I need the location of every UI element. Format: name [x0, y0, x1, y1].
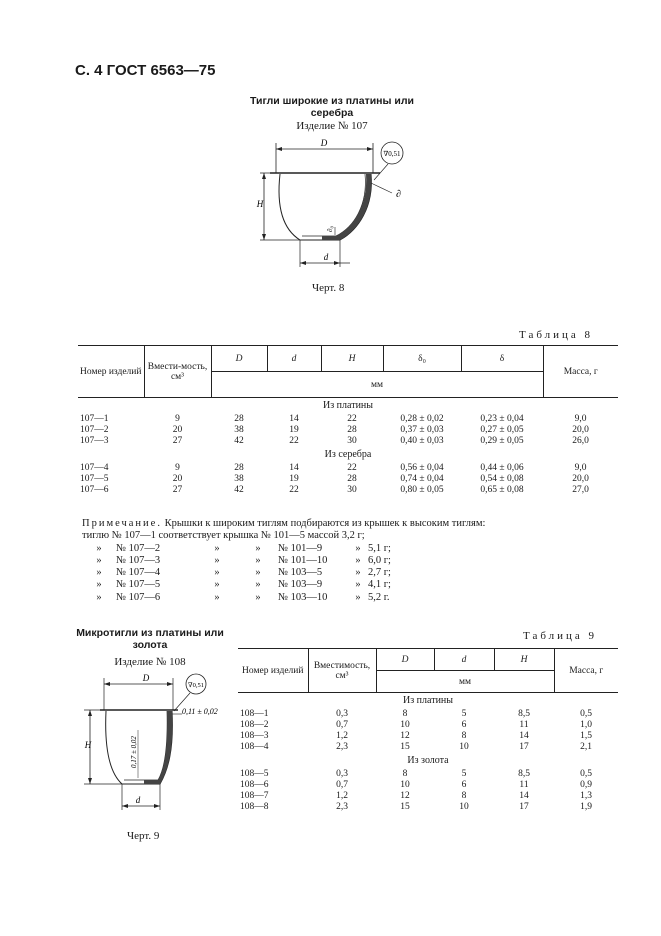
- table-row: [78, 414, 618, 425]
- table-row: [238, 769, 618, 780]
- table-cell-H: 22: [347, 463, 357, 473]
- crucible-108-title-line1: Микротигли из платины или: [76, 627, 224, 639]
- table-cell-num: 108—2: [240, 720, 269, 730]
- note-row-f: »: [355, 567, 361, 579]
- table-group-row: [238, 753, 618, 769]
- table-row: [238, 780, 618, 791]
- note-block: [82, 518, 485, 604]
- table-cell-D: 8: [402, 709, 408, 719]
- crucible-bottom-section: [322, 236, 340, 240]
- table-cell-D: 38: [234, 425, 244, 435]
- table-cell-mass: 20,0: [572, 425, 589, 435]
- table-cell-mass: 9,0: [574, 463, 587, 473]
- note-row-c: »: [214, 567, 220, 579]
- page-header: С. 4 ГОСТ 6563—75: [75, 62, 216, 79]
- table-cell-mass: 2,1: [580, 742, 592, 752]
- table-cell-D: 38: [234, 474, 244, 484]
- table-cell-dl: 0,54 ± 0,08: [480, 474, 524, 484]
- table-cell-cap: 27: [172, 485, 183, 495]
- arrow-D2-left: [104, 682, 110, 686]
- table-group-row: [78, 447, 618, 463]
- table-cell-d: 14: [289, 463, 299, 473]
- label-H-2: H: [84, 740, 92, 750]
- table-cell-cap: 0,7: [336, 720, 348, 730]
- table-cell-mass: 27,0: [572, 485, 589, 495]
- table-cell-H: 14: [519, 791, 529, 801]
- table-cell-num: 107—3: [80, 436, 109, 446]
- arrow-d-left: [300, 261, 306, 265]
- arrow-H2-bottom: [88, 778, 92, 784]
- roughness-label: ∇0,51: [383, 150, 401, 158]
- table-cell-mass: 0,9: [580, 780, 592, 790]
- table-cell-cap: 0,3: [336, 769, 348, 779]
- table-cell-H: 8,5: [518, 709, 530, 719]
- arrow-D-right: [367, 147, 373, 151]
- table-cell-cap: 1,2: [336, 731, 348, 741]
- crucible-107-title-line2: серебра: [310, 107, 354, 119]
- note-row-f: »: [355, 591, 361, 603]
- table-cell-D: 15: [400, 742, 410, 752]
- table-row: [78, 436, 618, 447]
- note-row-c: »: [214, 579, 220, 591]
- table-9-body: [238, 693, 618, 814]
- note-row-a: »: [96, 567, 102, 579]
- table-cell-d: 10: [459, 802, 469, 812]
- delta-leader: [371, 183, 392, 193]
- note-row: [82, 555, 485, 567]
- table-cell-H: 17: [519, 742, 529, 752]
- table-cell-num: 108—6: [240, 780, 269, 790]
- table-cell-d0: 0,74 ± 0,04: [400, 474, 444, 484]
- drawing-9-caption: Черт. 9: [127, 830, 160, 842]
- table-row: [238, 802, 618, 813]
- note-row-d: »: [255, 579, 261, 591]
- table-cell-d: 22: [289, 436, 299, 446]
- table-cell-mass: 1,0: [580, 720, 592, 730]
- note-row-g: 5,2 г.: [368, 591, 390, 603]
- table-cell-cap: 2,3: [336, 802, 348, 812]
- t8-header-number: Номер изделий: [78, 346, 144, 398]
- arrow-d-right: [334, 261, 340, 265]
- t8-header-delta0: δ₀: [383, 346, 461, 372]
- crucible-107-drawing: [240, 135, 420, 295]
- roughness-leader: [374, 164, 388, 180]
- note-row-d: »: [255, 567, 261, 579]
- note-row-d: »: [255, 542, 261, 554]
- table-cell-num: 107—4: [80, 463, 109, 473]
- table-8: [78, 345, 618, 496]
- table-cell-d0: 0,40 ± 0,03: [400, 436, 444, 446]
- table-cell-cap: 9: [175, 414, 180, 424]
- table-cell-num: 107—5: [80, 474, 109, 484]
- table-cell-D: 12: [400, 791, 410, 801]
- label-delta0: ∂₀: [326, 226, 334, 232]
- table-cell-num: 108—4: [240, 742, 269, 752]
- note-row: [82, 592, 485, 604]
- table-cell-d: 14: [289, 414, 299, 424]
- table-cell-H: 28: [347, 425, 357, 435]
- note-row-c: »: [214, 591, 220, 603]
- table-cell-d: 10: [459, 742, 469, 752]
- table-cell-d: 6: [461, 720, 467, 730]
- table-cell-dl: 0,65 ± 0,08: [480, 485, 524, 495]
- table-cell-d: 19: [289, 474, 299, 484]
- crucible-107-title: [232, 95, 432, 119]
- table-row: [78, 425, 618, 436]
- note-line2: тиглю № 107—1 соответствует крышка № 101—5 массой 3,2 г;: [82, 530, 365, 542]
- table-cell-num: 108—8: [240, 802, 269, 812]
- note-row-g: 2,7 г;: [368, 567, 391, 579]
- table-cell-dl: 0,23 ± 0,04: [480, 414, 524, 424]
- table-cell-dl: 0,29 ± 0,05: [480, 436, 524, 446]
- table-cell-H: 11: [519, 780, 529, 790]
- note-row-f: »: [355, 542, 361, 554]
- table-cell-cap: 27: [172, 436, 183, 446]
- note-row-c: »: [214, 542, 220, 554]
- table-cell-d: 22: [289, 485, 299, 495]
- table-cell-d0: 0,37 ± 0,03: [400, 425, 444, 435]
- table-cell-cap: 20: [172, 474, 183, 484]
- table-cell-mass: 1,9: [580, 802, 592, 812]
- table-group-label: Из золота: [407, 755, 449, 766]
- note-row-e: № 103—5: [278, 567, 323, 579]
- note-row-b: № 107—4: [116, 567, 161, 579]
- note-row-a: »: [96, 554, 102, 566]
- table-row: [238, 742, 618, 753]
- crucible-108-drawing: [78, 670, 238, 830]
- note-rows: [82, 543, 485, 604]
- table-group-label: Из платины: [403, 695, 453, 706]
- table-cell-dl: 0,27 ± 0,05: [480, 425, 524, 435]
- table-row: [78, 485, 618, 496]
- table-cell-H: 22: [347, 414, 357, 424]
- table-group-row: [238, 693, 618, 710]
- note-row: [82, 567, 485, 579]
- table-cell-num: 107—1: [80, 414, 109, 424]
- table-cell-num: 108—3: [240, 731, 269, 741]
- t9-header-H: H: [494, 649, 554, 671]
- table-9-label: Таблица 9: [523, 630, 598, 642]
- arrow-H-top: [262, 173, 266, 179]
- table-cell-mass: 1,5: [580, 731, 592, 741]
- note-row-f: »: [355, 579, 361, 591]
- table-row: [78, 474, 618, 485]
- table-row: [78, 463, 618, 474]
- crucible-108-section: [156, 711, 172, 784]
- table-cell-num: 108—5: [240, 769, 269, 779]
- table-group-row: [78, 398, 618, 415]
- arrow-H2-top: [88, 710, 92, 716]
- table-cell-H: 14: [519, 731, 529, 741]
- table-cell-D: 42: [234, 485, 244, 495]
- t8-header-D: D: [211, 346, 267, 372]
- table-9: [238, 648, 618, 813]
- crucible-108-title: [60, 627, 240, 651]
- t9-header-mass: Масса, г: [554, 649, 618, 693]
- t9-header-number: Номер изделий: [238, 649, 308, 693]
- table-row: [238, 709, 618, 720]
- note-row: [82, 543, 485, 555]
- t8-header-d: d: [267, 346, 321, 372]
- note-row-a: »: [96, 579, 102, 591]
- note-row-a: »: [96, 542, 102, 554]
- table-cell-H: 30: [347, 436, 357, 446]
- table-cell-num: 108—1: [240, 709, 269, 719]
- table-cell-D: 10: [400, 720, 410, 730]
- table-cell-D: 28: [234, 414, 244, 424]
- roughness-label-2: ∇0,51: [188, 682, 204, 689]
- note-row-g: 5,1 г;: [368, 542, 391, 554]
- note-row-b: № 107—6: [116, 591, 161, 603]
- table-cell-mass: 0,5: [580, 769, 592, 779]
- table-row: [238, 731, 618, 742]
- label-d-2: d: [135, 795, 141, 805]
- table-cell-num: 107—6: [80, 485, 109, 495]
- crucible-108-bottom-section: [144, 780, 160, 784]
- table-cell-D: 15: [400, 802, 410, 812]
- table-cell-D: 8: [402, 769, 408, 779]
- t9-header-d: d: [434, 649, 494, 671]
- note-row-c: »: [214, 554, 220, 566]
- note-row-b: № 107—2: [116, 542, 161, 554]
- table-cell-d0: 0,80 ± 0,05: [400, 485, 444, 495]
- note-row-e: № 103—9: [278, 579, 323, 591]
- note-row-a: »: [96, 591, 102, 603]
- label-delta: ∂: [396, 189, 401, 200]
- t9-header-capacity: Вместимость, см³: [308, 649, 376, 693]
- note-row-e: № 101—10: [278, 554, 328, 566]
- table-cell-d: 6: [461, 780, 467, 790]
- note-lead: Примечание.: [82, 518, 162, 529]
- note-row-f: »: [355, 554, 361, 566]
- crucible-108-product: Изделие № 108: [114, 656, 186, 668]
- table-cell-cap: 20: [172, 425, 183, 435]
- crucible-107-title-line1: Тигли широкие из платины или: [250, 95, 414, 107]
- label-H: H: [256, 199, 264, 209]
- note-row-b: № 107—3: [116, 554, 161, 566]
- table-cell-H: 11: [519, 720, 529, 730]
- table-cell-dl: 0,44 ± 0,06: [480, 463, 524, 473]
- t8-header-H: H: [321, 346, 383, 372]
- table-cell-cap: 1,2: [336, 791, 348, 801]
- t9-header-D: D: [376, 649, 434, 671]
- note-row-g: 4,1 г;: [368, 579, 391, 591]
- t8-header-capacity: Вмести-мость, см³: [144, 346, 211, 398]
- table-cell-cap: 9: [175, 463, 180, 473]
- t9-header-units: мм: [376, 671, 554, 693]
- note-row-g: 6,0 г;: [368, 554, 391, 566]
- table-cell-cap: 0,3: [336, 709, 348, 719]
- note-row: [82, 579, 485, 591]
- table-cell-d: 8: [461, 731, 467, 741]
- table-cell-H: 17: [519, 802, 529, 812]
- label-D-2: D: [142, 673, 150, 683]
- table-cell-D: 42: [234, 436, 244, 446]
- table-cell-cap: 2,3: [336, 742, 348, 752]
- crucible-108-title-line2: золота: [132, 639, 168, 651]
- table-cell-d: 19: [289, 425, 299, 435]
- note-row-d: »: [255, 554, 261, 566]
- arrow-H-bottom: [262, 234, 266, 240]
- table-cell-d0: 0,56 ± 0,04: [400, 463, 444, 473]
- table-cell-H: 30: [347, 485, 357, 495]
- arrow-d2-left: [122, 804, 128, 808]
- arrow-D-left: [276, 147, 282, 151]
- table-cell-mass: 26,0: [572, 436, 589, 446]
- table-8-label: Таблица 8: [519, 329, 594, 341]
- table-cell-mass: 0,5: [580, 709, 592, 719]
- drawing-8-caption: Черт. 8: [312, 282, 345, 294]
- note-row-e: № 103—10: [278, 591, 328, 603]
- note-row-e: № 101—9: [278, 542, 323, 554]
- table-row: [238, 720, 618, 731]
- table-cell-D: 28: [234, 463, 244, 473]
- t8-header-delta: δ: [461, 346, 543, 372]
- arrow-d2-right: [154, 804, 160, 808]
- t8-header-units: мм: [211, 372, 543, 398]
- table-cell-H: 28: [347, 474, 357, 484]
- table-cell-d: 5: [461, 709, 467, 719]
- table-cell-H: 8,5: [518, 769, 530, 779]
- table-cell-mass: 1,3: [580, 791, 592, 801]
- note-row-d: »: [255, 591, 261, 603]
- crucible-107-product: Изделие № 107: [296, 120, 368, 132]
- table-cell-D: 12: [400, 731, 410, 741]
- note-row-b: № 107—5: [116, 579, 161, 591]
- table-cell-d: 5: [461, 769, 467, 779]
- table-group-label: Из серебра: [324, 449, 372, 460]
- table-group-label: Из платины: [323, 400, 373, 411]
- table-cell-num: 107—2: [80, 425, 109, 435]
- arrow-D2-right: [167, 682, 173, 686]
- table-cell-mass: 9,0: [574, 414, 587, 424]
- label-wall-top: 0,11 ± 0,02: [182, 707, 218, 716]
- table-cell-D: 10: [400, 780, 410, 790]
- label-wall-side: 0,17 ± 0,02: [130, 736, 138, 768]
- table-cell-cap: 0,7: [336, 780, 348, 790]
- table-cell-d0: 0,28 ± 0,02: [400, 414, 444, 424]
- t8-header-mass: Масса, г: [543, 346, 618, 398]
- label-d: d: [323, 252, 329, 262]
- table-cell-num: 108—7: [240, 791, 269, 801]
- table-cell-mass: 20,0: [572, 474, 589, 484]
- table-8-body: [78, 398, 618, 497]
- table-cell-d: 8: [461, 791, 467, 801]
- label-D: D: [320, 138, 328, 148]
- note-line1: Крышки к широким тиглям подбираются из крышек к высоким тиглям:: [161, 518, 486, 529]
- table-row: [238, 791, 618, 802]
